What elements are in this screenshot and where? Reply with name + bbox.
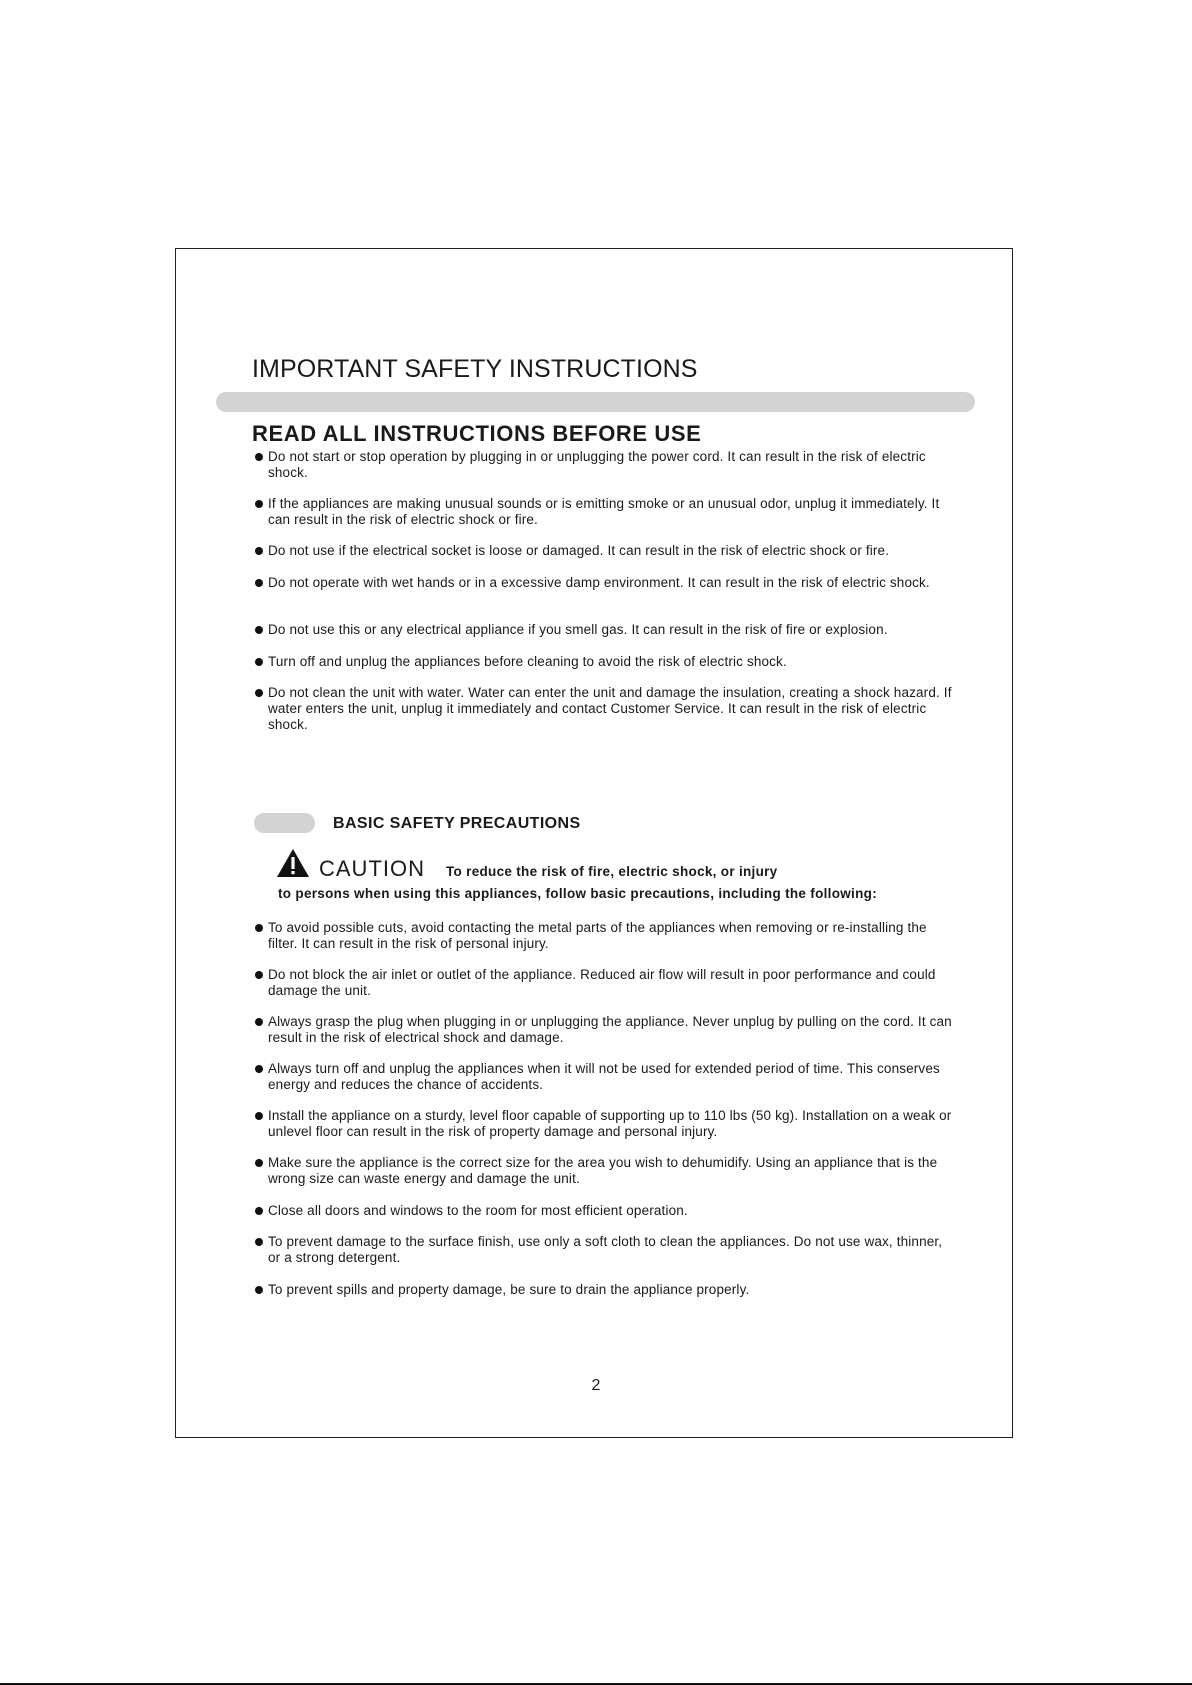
- bullet-dot-icon: [255, 1159, 263, 1167]
- bullet-dot-icon: [255, 500, 263, 508]
- list-item-text: Do not operate with wet hands or in a excessive damp environment. It can result in the risk of electric shock.: [268, 575, 930, 590]
- bullet-dot-icon: [255, 453, 263, 461]
- list-item-text: Do not clean the unit with water. Water can enter the unit and damage the insulation, creating a shock hazard. If water enters the unit, unplug it immediately and contact Customer Service. It can result in the risk of electric shock.: [268, 685, 952, 732]
- bullet-dot-icon: [255, 658, 263, 666]
- list-item: [255, 543, 978, 559]
- list-item: [255, 1014, 958, 1046]
- bullet-dot-icon: [255, 1018, 263, 1026]
- bullet-dot-icon: [255, 579, 263, 587]
- list-item-text: To prevent spills and property damage, be sure to drain the appliance properly.: [268, 1282, 750, 1297]
- list-item-text: Do not use this or any electrical appliance if you smell gas. It can result in the risk of fire or explosion.: [268, 622, 888, 637]
- title-divider-bar: [216, 392, 975, 412]
- list-item: [255, 1234, 958, 1266]
- read-instructions-heading: READ ALL INSTRUCTIONS BEFORE USE: [252, 421, 702, 446]
- bullet-dot-icon: [255, 1207, 263, 1215]
- list-item-text: If the appliances are making unusual sounds or is emitting smoke or an unusual odor, unplug it immediately. It can result in the risk of electric shock or fire.: [268, 496, 940, 527]
- bullet-dot-icon: [255, 547, 263, 555]
- section-pill-marker: [254, 813, 315, 833]
- list-item: [255, 1061, 958, 1093]
- bullet-dot-icon: [255, 1112, 263, 1120]
- list-item: [255, 496, 958, 528]
- bullet-dot-icon: [255, 1238, 263, 1246]
- list-item: [255, 967, 958, 999]
- bullet-dot-icon: [255, 1286, 263, 1294]
- list-item-text: Install the appliance on a sturdy, level floor capable of supporting up to 110 lbs (50 kg). Installation on a weak or unlevel floor can result in the risk of property damage and personal injury.: [268, 1108, 952, 1139]
- list-item-text: To avoid possible cuts, avoid contacting the metal parts of the appliances when removing or re-installing the filter. It can result in the risk of personal injury.: [268, 920, 927, 951]
- bullet-dot-icon: [255, 689, 263, 697]
- list-item: [255, 575, 958, 591]
- list-item: [255, 685, 958, 733]
- list-item-text: Do not start or stop operation by plugging in or unplugging the power cord. It can result in the risk of electric shock.: [268, 449, 926, 480]
- list-item-text: Always grasp the plug when plugging in or unplugging the appliance. Never unplug by pulling on the cord. It can result in the risk of electrical shock and damage.: [268, 1014, 952, 1045]
- list-item-text: Close all doors and windows to the room for most efficient operation.: [268, 1203, 688, 1218]
- bullet-dot-icon: [255, 1065, 263, 1073]
- page-number: 2: [591, 1377, 601, 1394]
- list-item-text: Make sure the appliance is the correct size for the area you wish to dehumidify. Using an appliance that is the wrong size can waste energy and damage the unit.: [268, 1155, 938, 1186]
- bullet-dot-icon: [255, 971, 263, 979]
- list-item-text: Do not block the air inlet or outlet of the appliance. Reduced air flow will result in poor performance and could damage the unit.: [268, 967, 936, 998]
- caution-label: CAUTION: [319, 856, 425, 881]
- document-title: IMPORTANT SAFETY INSTRUCTIONS: [252, 355, 698, 383]
- list-item: [255, 449, 958, 481]
- warning-triangle-icon: [276, 848, 310, 878]
- list-item: [255, 622, 978, 638]
- list-item-text: To prevent damage to the surface finish, use only a soft cloth to clean the appliances. Do not use wax, thinner, or a strong detergent.: [268, 1234, 943, 1265]
- list-item: [255, 1108, 958, 1140]
- list-item-text: Always turn off and unplug the appliances when it will not be used for extended period of time. This conserves energy and reduces the chance of accidents.: [268, 1061, 940, 1092]
- list-item-text: Turn off and unplug the appliances before cleaning to avoid the risk of electric shock.: [268, 654, 787, 669]
- list-item: [255, 920, 958, 952]
- list-item: [255, 1282, 958, 1298]
- list-item: [255, 654, 958, 670]
- caution-text-line-1: To reduce the risk of fire, electric shock, or injury: [446, 864, 778, 879]
- list-item-text: Do not use if the electrical socket is loose or damaged. It can result in the risk of electric shock or fire.: [268, 543, 890, 558]
- list-item: [255, 1203, 958, 1219]
- basic-safety-heading: BASIC SAFETY PRECAUTIONS: [333, 815, 581, 832]
- caution-text-line-2: to persons when using this appliances, follow basic precautions, including the following:: [278, 886, 877, 901]
- bullet-dot-icon: [255, 924, 263, 932]
- bullet-dot-icon: [255, 626, 263, 634]
- list-item: [255, 1155, 958, 1187]
